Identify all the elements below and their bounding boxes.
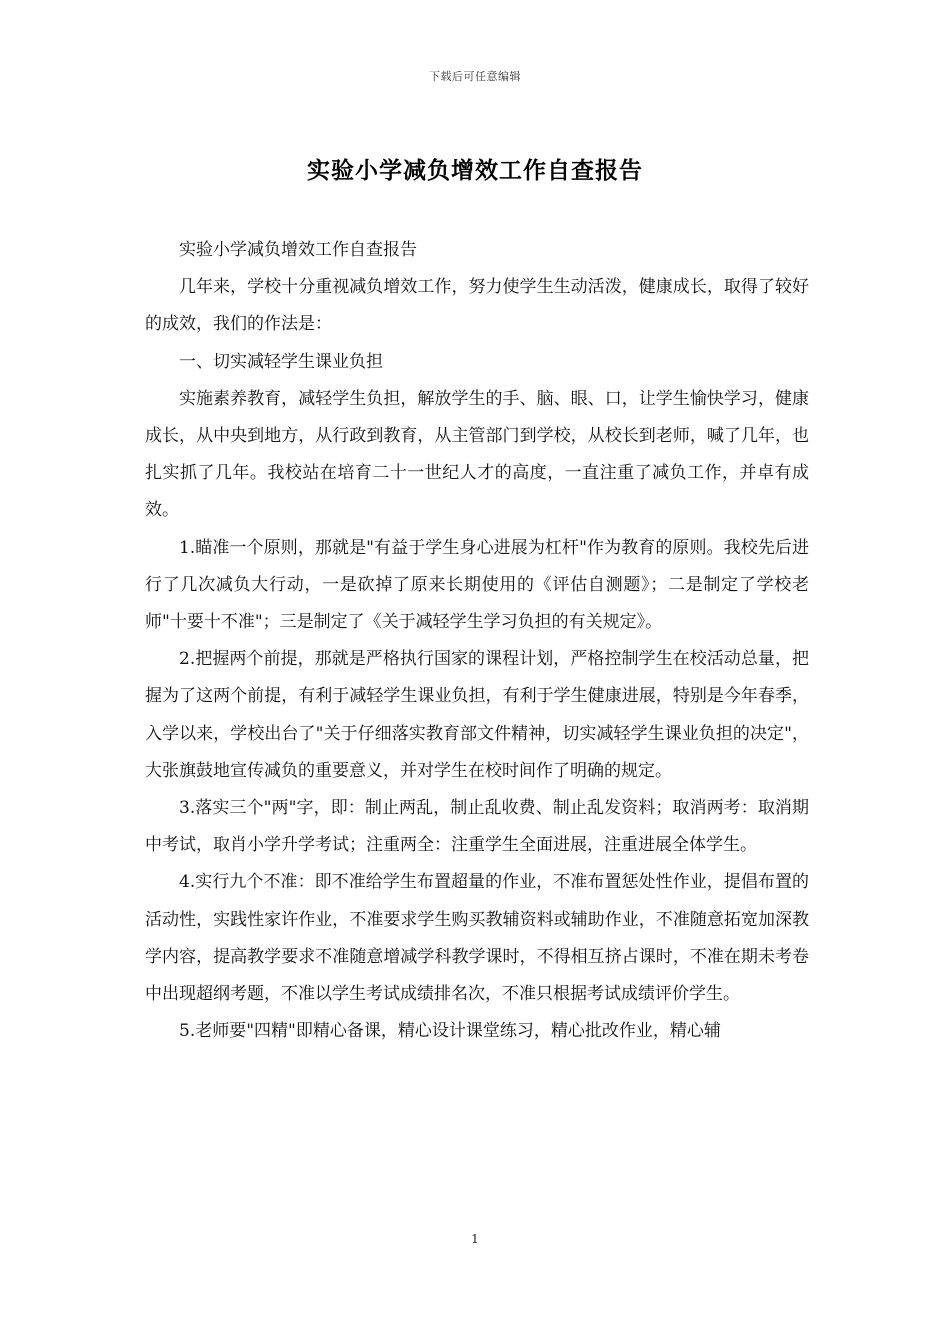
document-body [145, 232, 809, 1050]
body-paragraph-item-3: 3.落实三个"两"字，即：制止两乱，制止乱收费、制止乱发资料；取消两考：取消期中考试，取肖小学升学考试；注重两全：注重学生全面进展，注重进展全体学生。 [145, 798, 809, 856]
document-title: 实验小学减负增效工作自查报告 [307, 157, 643, 184]
section-heading-1: 一、切实减轻学生课业负担 [179, 351, 383, 372]
body-paragraph: 实施素养教育，减轻学生负担，解放学生的手、脑、眼、口，让学生愉快学习，健康成长，从中央到地方，从行政到教育，从主管部门到学校，从校长到老师，喊了几年，也扎实抓了几年。我校站在培育二十一世纪人才的高度，一直注重了减负工作，并卓有成效。 [145, 388, 809, 521]
body-paragraph-intro: 几年来，学校十分重视减负增效工作，努力使学生生动活泼，健康成长，取得了较好的成效，我们的作法是： [145, 277, 809, 335]
header-note: 下载后可任意编辑 [429, 70, 521, 83]
body-paragraph-item-1: 1.瞄准一个原则，那就是"有益于学生身心进展为杠杆"作为教育的原则。我校先后进行了几次减负大行动，一是砍掉了原来长期使用的《评估自测题》；二是制定了学校老师"十要十不准"；三是制定了《关于减轻学生学习负担的有关规定》。 [145, 537, 809, 633]
body-paragraph-item-5: 5.老师要"四精"即精心备课，精心设计课堂练习，精心批改作业，精心辅 [179, 1021, 721, 1042]
page-number: 1 [471, 1232, 479, 1246]
body-paragraph-subtitle: 实验小学减负增效工作自查报告 [179, 240, 417, 260]
body-paragraph-item-2: 2.把握两个前提，那就是严格执行国家的课程计划，严格控制学生在校活动总量，把握为了这两个前提，有利于减轻学生课业负担，有利于学生健康进展，特别是今年春季，入学以来，学校出台了"关于仔细落实教育部文件精神，切实减轻学生课业负担的决定"，大张旗鼓地宣传减负的重要意义，并对学生在校时间作了明确的规定。 [145, 649, 809, 781]
body-paragraph-item-4: 4.实行九个不准：即不准给学生布置超量的作业，不准布置惩处性作业，提倡布置的活动性，实践性家许作业，不准要求学生购买教辅资料或辅助作业，不准随意拓宽加深教学内容，提高教学要求不准随意增减学科教学课时，不得相互挤占课时，不准在期未考卷中出现超纲考题，不准以学生考试成绩排名次，不准只根据考试成绩评价学生。 [145, 872, 809, 1005]
